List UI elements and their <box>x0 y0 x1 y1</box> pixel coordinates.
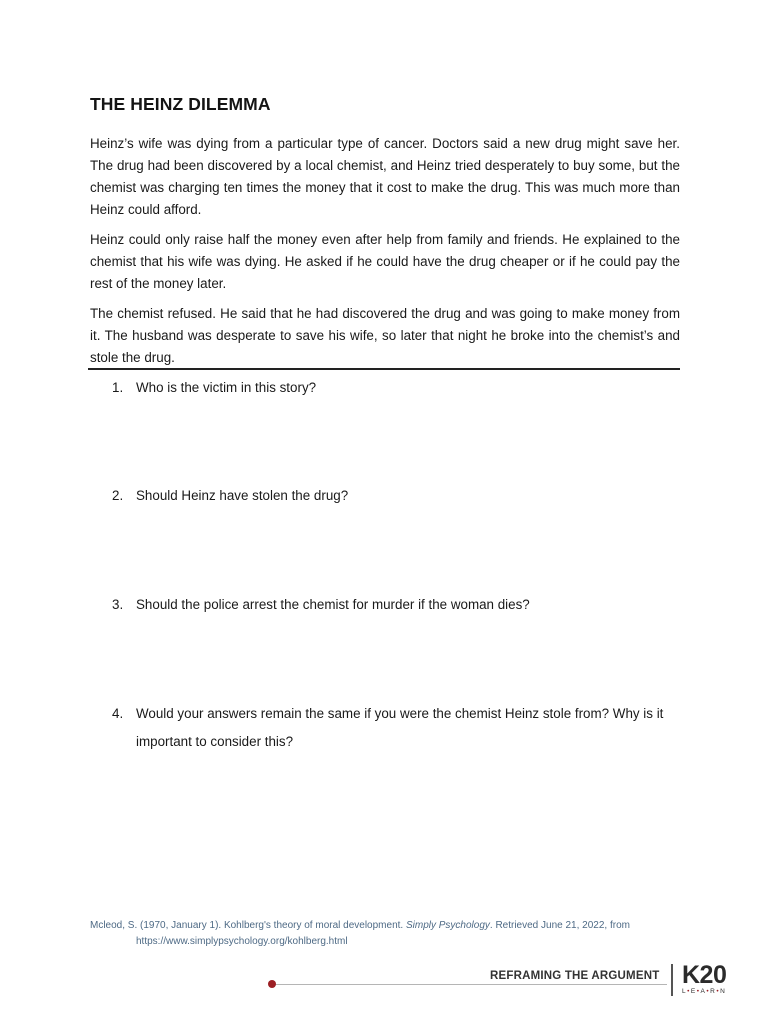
footer-separator <box>671 964 673 996</box>
logo-letter: R <box>710 988 717 995</box>
question-number: 4. <box>112 706 124 721</box>
question-text: Who is the victim in this story? <box>136 380 317 395</box>
section-divider <box>88 368 680 370</box>
question-number: 1. <box>112 380 124 395</box>
question-text: Would your answers remain the same if you were the chemist Heinz stole from? Why is it important to consider this? <box>136 706 664 749</box>
citation-authors: Mcleod, S. (1970, January 1). Kohlberg's theory of moral development. <box>90 920 406 931</box>
logo-mark: K20 <box>682 962 727 989</box>
citation-retrieved: . Retrieved June 21, 2022, from <box>489 920 630 931</box>
citation <box>90 918 690 950</box>
footer-divider <box>272 984 667 985</box>
story-text <box>90 133 680 377</box>
citation-reference <box>90 918 690 934</box>
story-paragraph-1: Heinz’s wife was dying from a particular type of cancer. Doctors said a new drug might save her. The drug had been discovered by a local chemist, and Heinz tried desperately to buy some, but the chemist was charging ten times the money that it cost to make the drug. This was much more than Heinz could afford. <box>90 136 680 217</box>
logo-letter: N <box>720 988 727 995</box>
question-4 <box>112 700 682 756</box>
citation-journal: Simply Psychology <box>405 920 490 931</box>
question-text: Should the police arrest the chemist for murder if the woman dies? <box>136 597 530 612</box>
story-paragraph-2: Heinz could only raise half the money even after help from family and friends. He explained to the chemist that his wife was dying. He asked if he could have the drug cheaper or if he could pay the rest of the money later. <box>90 232 680 291</box>
logo-letter: L <box>682 988 688 995</box>
question-number: 3. <box>112 597 124 612</box>
logo-letter: A <box>700 988 707 995</box>
logo-letter: E <box>690 988 697 995</box>
question-1 <box>112 374 682 402</box>
k20-logo <box>682 962 768 996</box>
logo-subtitle: L•E•A•R•N <box>682 988 727 995</box>
question-number: 2. <box>112 488 124 503</box>
footer-label: REFRAMING THE ARGUMENT <box>490 970 660 982</box>
question-2 <box>112 482 682 510</box>
question-3 <box>112 591 682 619</box>
story-paragraph-3: The chemist refused. He said that he had discovered the drug and was going to make money from it. The husband was desperate to save his wife, so later that night he broke into the chemist’s and stole the drug. <box>90 306 680 365</box>
question-text: Should Heinz have stolen the drug? <box>136 488 349 503</box>
page-title: THE HEINZ DILEMMA <box>90 94 271 114</box>
citation-url[interactable]: https://www.simplypsychology.org/kohlberg.html <box>136 936 348 947</box>
footer-dot-icon <box>268 980 276 988</box>
